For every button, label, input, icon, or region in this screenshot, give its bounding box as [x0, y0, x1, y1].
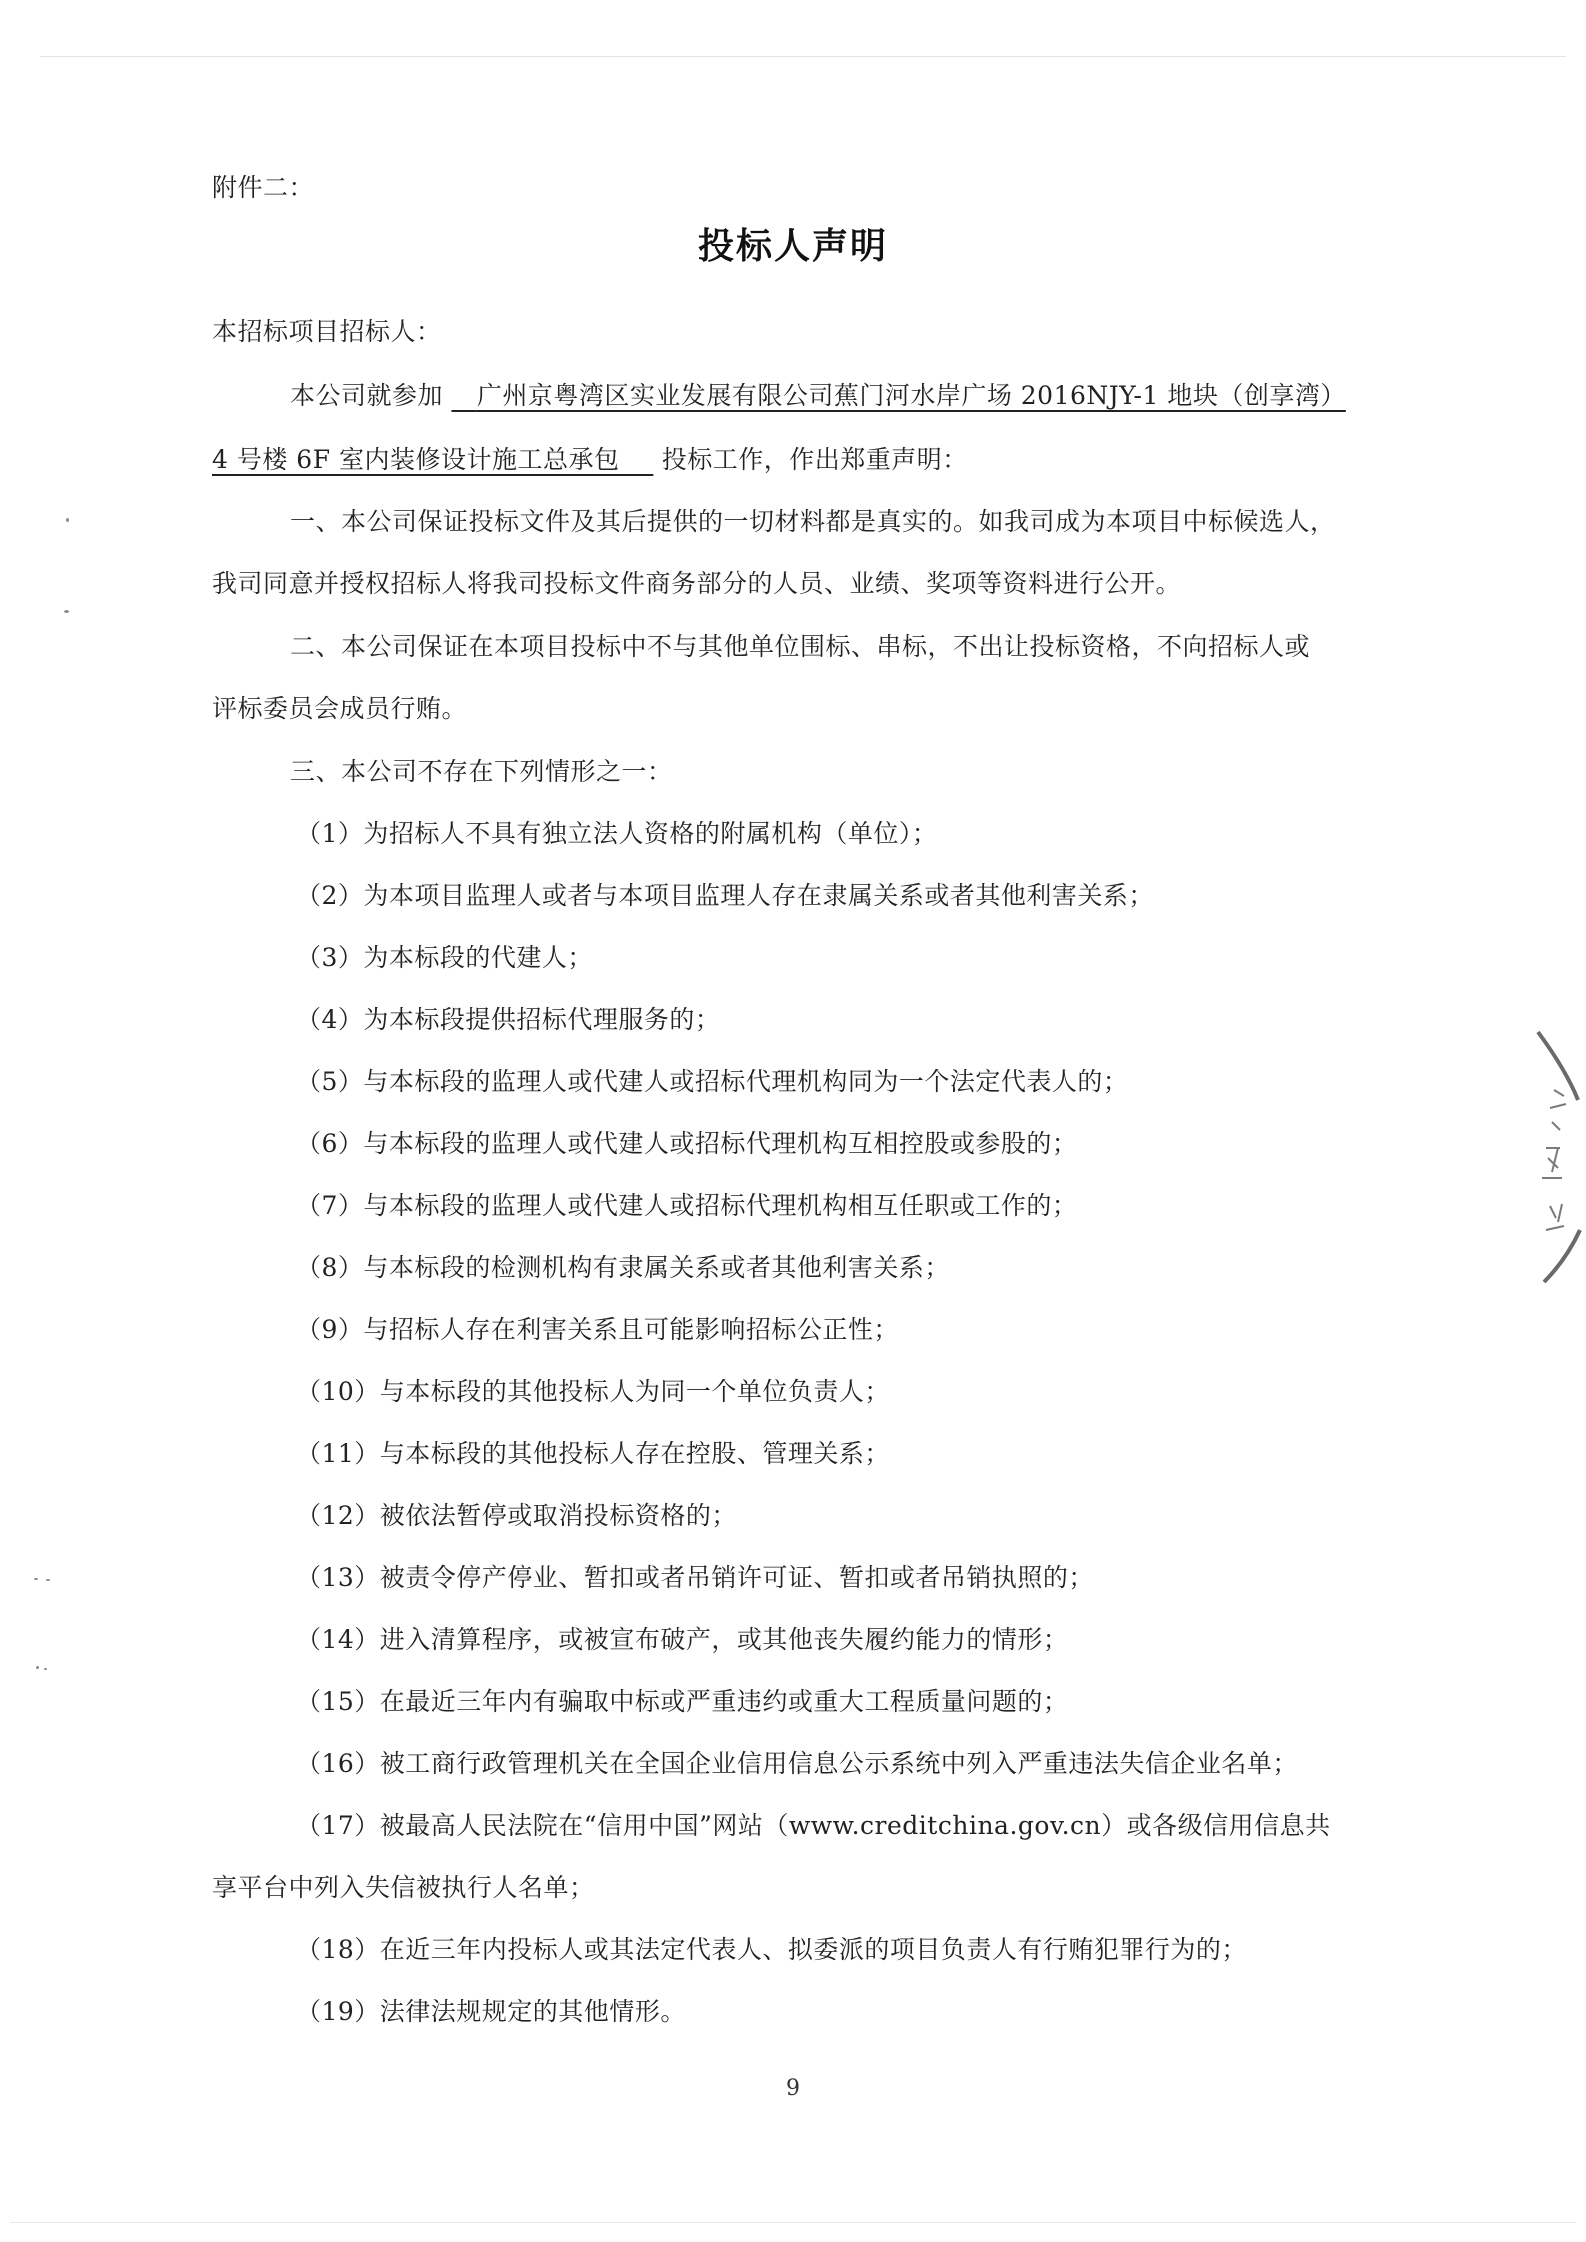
scan-speck	[66, 518, 69, 522]
intro-line-1	[290, 378, 1346, 414]
project-name-line-1: 广州京粤湾区实业发展有限公司蕉门河水岸广场 2016NJY-1 地块（创享湾）	[476, 381, 1346, 410]
paragraph-1-line-1: 一、本公司保证投标文件及其后提供的一切材料都是真实的。如我司成为本项目中标候选人，	[290, 507, 1336, 536]
list-item: （11）与本标段的其他投标人存在控股、管理关系；	[296, 1439, 890, 1468]
list-item: （19）法律法规规定的其他情形。	[296, 1997, 686, 2026]
list-item: （18）在近三年内投标人或其法定代表人、拟委派的项目负责人有行贿犯罪行为的；	[296, 1935, 1247, 1964]
paragraph-3: 三、本公司不存在下列情形之一：	[290, 757, 673, 786]
seal-fragment-icon	[1536, 1030, 1586, 1290]
list-item: （8）与本标段的检测机构有隶属关系或者其他利害关系；	[296, 1253, 950, 1282]
scan-speck	[34, 1578, 38, 1580]
page-title: 投标人声明	[697, 226, 888, 267]
scan-edge-bottom	[10, 2222, 1576, 2223]
list-item: （16）被工商行政管理机关在全国企业信用信息公示系统中列入严重违法失信企业名单；	[296, 1749, 1298, 1778]
list-item: （4）为本标段提供招标代理服务的；	[296, 1005, 721, 1034]
list-item: （7）与本标段的监理人或代建人或招标代理机构相互任职或工作的；	[296, 1191, 1078, 1220]
list-item: （10）与本标段的其他投标人为同一个单位负责人；	[296, 1377, 890, 1406]
list-item: （1）为招标人不具有独立法人资格的附属机构（单位）；	[296, 819, 938, 848]
addressee-line: 本招标项目招标人：	[212, 317, 442, 346]
project-name-line-2: 4 号楼 6F 室内装修设计施工总承包	[212, 445, 620, 474]
scan-speck	[64, 610, 69, 613]
scan-speck	[46, 1579, 50, 1581]
list-item: （12）被依法暂停或取消投标资格的；	[296, 1501, 737, 1530]
paragraph-1-line-2: 我司同意并授权招标人将我司投标文件商务部分的人员、业绩、奖项等资料进行公开。	[212, 569, 1182, 598]
scan-speck	[44, 1668, 47, 1670]
intro-suffix: 投标工作，作出郑重声明：	[661, 445, 968, 474]
page-number: 9	[786, 2076, 800, 2101]
list-item: （6）与本标段的监理人或代建人或招标代理机构互相控股或参股的；	[296, 1129, 1078, 1158]
list-item-continuation: 享平台中列入失信被执行人名单；	[212, 1873, 595, 1902]
list-item: （15）在最近三年内有骗取中标或严重违约或重大工程质量问题的；	[296, 1687, 1069, 1716]
list-item: （14）进入清算程序，或被宣布破产，或其他丧失履约能力的情形；	[296, 1625, 1069, 1654]
paragraph-2-line-2: 评标委员会成员行贿。	[212, 694, 468, 723]
list-item: （3）为本标段的代建人；	[296, 943, 593, 972]
scan-speck	[36, 1666, 39, 1669]
attachment-label: 附件二：	[212, 173, 315, 202]
intro-prefix: 本公司就参加	[290, 381, 444, 410]
list-item: （17）被最高人民法院在“信用中国”网站（www.creditchina.gov.cn）或各级信用信息共	[296, 1811, 1331, 1840]
paragraph-2-line-1: 二、本公司保证在本项目投标中不与其他单位围标、串标，不出让投标资格，不向招标人或	[290, 632, 1311, 661]
list-item: （9）与招标人存在利害关系且可能影响招标公正性；	[296, 1315, 899, 1344]
scan-edge-top	[40, 56, 1566, 57]
list-item: （2）为本项目监理人或者与本项目监理人存在隶属关系或者其他利害关系；	[296, 881, 1154, 910]
intro-line-2	[212, 442, 968, 478]
list-item: （5）与本标段的监理人或代建人或招标代理机构同为一个法定代表人的；	[296, 1067, 1129, 1096]
list-item: （13）被责令停产停业、暂扣或者吊销许可证、暂扣或者吊销执照的；	[296, 1563, 1094, 1592]
